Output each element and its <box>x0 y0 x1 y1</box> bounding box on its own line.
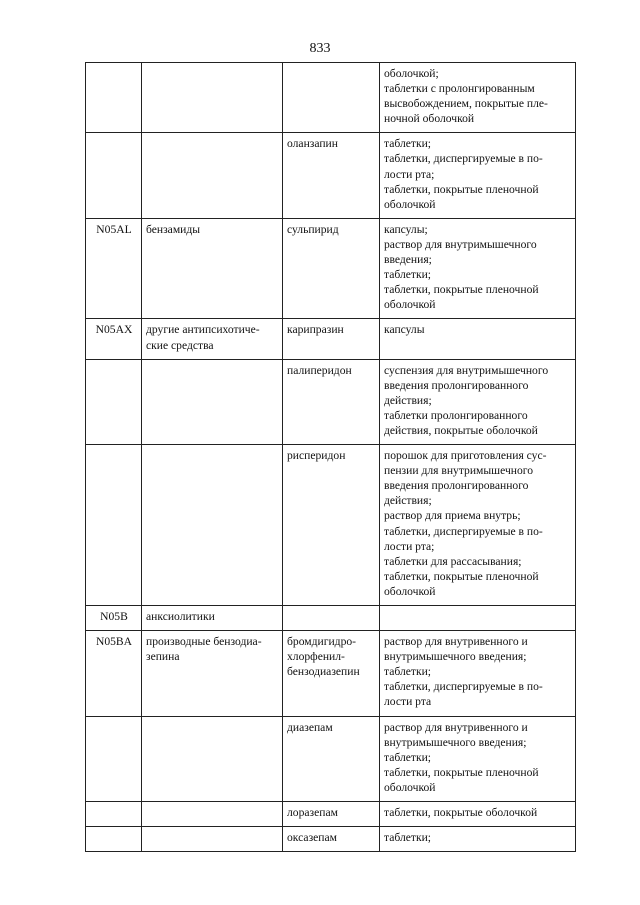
dosage-form-line: таблетки; <box>384 137 432 151</box>
drug-name-cell <box>283 359 380 444</box>
table-row <box>86 606 576 631</box>
dosage-form-line: таблетки; <box>384 665 432 679</box>
drug-name-cell <box>283 445 380 606</box>
group-line: анксиолитики <box>146 610 215 623</box>
group-name-cell <box>142 359 283 444</box>
dosage-form-line: высвобождением, покрытые пле- <box>384 97 548 111</box>
dosage-form-line: таблетки, покрытые пленочной <box>384 182 539 196</box>
dosage-form-line: раствор для внутримышечного <box>384 237 537 251</box>
table-row <box>86 133 576 218</box>
dosage-form-line: порошок для приготовления сус- <box>384 449 547 463</box>
dosage-form-cell <box>380 63 576 133</box>
drug-name-line: лоразепам <box>287 806 338 820</box>
dosage-form-line: таблетки, диспергируемые в по- <box>384 152 543 166</box>
drug-name-line: хлорфенил- <box>287 650 345 664</box>
dosage-form-cell <box>380 827 576 852</box>
dosage-form-line: лости рта; <box>384 167 435 181</box>
drug-name-line: диазепам <box>287 720 333 734</box>
dosage-form-line: оболочкой <box>384 780 436 794</box>
dosage-form-cell <box>380 631 576 716</box>
table-row <box>86 716 576 801</box>
drug-name-cell <box>283 631 380 716</box>
group-name-cell <box>142 445 283 606</box>
drug-name-cell <box>283 802 380 827</box>
dosage-form-line: таблетки, диспергируемые в по- <box>384 680 543 694</box>
dosage-form-line: таблетки для рассасывания; <box>384 554 522 568</box>
dosage-form-line: действия, покрытые оболочкой <box>384 423 538 437</box>
atc-code-cell <box>86 716 142 801</box>
group-name-cell <box>142 631 283 716</box>
drug-name-cell <box>283 827 380 852</box>
table-row <box>86 631 576 716</box>
drug-name-cell <box>283 716 380 801</box>
atc-code-cell: N05B <box>86 606 142 631</box>
atc-code-cell: N05BA <box>86 631 142 716</box>
dosage-form-line: таблетки; <box>384 750 432 764</box>
dosage-form-line: внутримышечного введения; <box>384 735 527 749</box>
dosage-form-line: лости рта <box>384 695 432 709</box>
dosage-form-line: таблетки, покрытые пленочной <box>384 283 539 297</box>
dosage-form-line: оболочкой <box>384 197 436 211</box>
dosage-form-cell <box>380 716 576 801</box>
dosage-form-line: введения пролонгированного <box>384 479 529 493</box>
dosage-form-cell <box>380 319 576 359</box>
atc-code-cell <box>86 63 142 133</box>
atc-code-cell: N05AL <box>86 218 142 319</box>
dosage-form-cell <box>380 359 576 444</box>
table-row <box>86 827 576 852</box>
table-row <box>86 359 576 444</box>
atc-code-cell <box>86 359 142 444</box>
drug-name-cell <box>283 63 380 133</box>
table-row <box>86 218 576 319</box>
group-name-cell <box>142 606 283 631</box>
dosage-form-line: таблетки, покрытые пленочной <box>384 765 539 779</box>
dosage-form-line: таблетки, покрытые пленочной <box>384 569 539 583</box>
dosage-form-line: таблетки, диспергируемые в по- <box>384 524 543 538</box>
drug-table <box>85 62 576 852</box>
group-line: бензамиды <box>146 222 201 236</box>
group-name-cell <box>142 827 283 852</box>
dosage-form-line: таблетки; <box>384 831 432 845</box>
group-name-cell <box>142 133 283 218</box>
drug-name-line: карипразин <box>287 323 344 337</box>
dosage-form-line: оболочкой <box>384 584 436 598</box>
dosage-form-line: таблетки с пролонгированным <box>384 82 535 96</box>
dosage-form-line: таблетки пролонгированного <box>384 408 528 422</box>
table-row <box>86 63 576 133</box>
drug-name-line: сульпирид <box>287 222 339 236</box>
table-row <box>86 445 576 606</box>
dosage-form-line: внутримышечного введения; <box>384 650 527 664</box>
atc-code-cell <box>86 445 142 606</box>
dosage-form-line: раствор для приема внутрь; <box>384 509 521 523</box>
dosage-form-cell <box>380 802 576 827</box>
drug-name-line: рисперидон <box>287 449 346 463</box>
dosage-form-line: таблетки; <box>384 268 432 282</box>
drug-name-line: бромдигидро- <box>287 635 357 649</box>
dosage-form-line: введения; <box>384 253 432 267</box>
drug-name-line: палиперидон <box>287 363 352 377</box>
group-name-cell <box>142 716 283 801</box>
dosage-form-line: действия; <box>384 494 432 508</box>
drug-name-line: оксазепам <box>287 831 337 845</box>
atc-code-cell <box>86 802 142 827</box>
drug-name-line: бензодиазепин <box>287 665 360 679</box>
table-row <box>86 319 576 359</box>
dosage-form-line: капсулы; <box>384 222 428 236</box>
dosage-form-line: таблетки, покрытые оболочкой <box>384 806 538 820</box>
dosage-form-cell <box>380 606 576 631</box>
dosage-form-cell <box>380 218 576 319</box>
drug-name-cell <box>283 133 380 218</box>
group-name-cell <box>142 319 283 359</box>
group-name-cell <box>142 218 283 319</box>
dosage-form-line: оболочкой <box>384 298 436 312</box>
group-name-cell <box>142 63 283 133</box>
dosage-form-cell <box>380 133 576 218</box>
dosage-form-line: ночной оболочкой <box>384 112 475 126</box>
group-line: зепина <box>146 650 180 664</box>
group-line: другие антипсихотиче- <box>146 323 260 337</box>
dosage-form-line: пензии для внутримышечного <box>384 464 534 478</box>
group-line: ские средства <box>146 338 214 352</box>
table-row <box>86 802 576 827</box>
dosage-form-cell <box>380 445 576 606</box>
dosage-form-line: оболочкой; <box>384 67 439 80</box>
atc-code-cell: N05AX <box>86 319 142 359</box>
drug-name-cell <box>283 319 380 359</box>
dosage-form-line: лости рта; <box>384 539 435 553</box>
dosage-form-line: введения пролонгированного <box>384 378 529 392</box>
page-number: 833 <box>309 41 331 56</box>
dosage-form-line: суспензия для внутримышечного <box>384 363 549 377</box>
drug-name-line: оланзапин <box>287 137 338 151</box>
drug-name-cell <box>283 606 380 631</box>
group-line: производные бензодиа- <box>146 635 262 649</box>
dosage-form-line: капсулы <box>384 323 425 337</box>
atc-code-cell <box>86 133 142 218</box>
drug-name-cell <box>283 218 380 319</box>
dosage-form-line: действия; <box>384 393 432 407</box>
atc-code-cell <box>86 827 142 852</box>
dosage-form-line: раствор для внутривенного и <box>384 635 528 649</box>
dosage-form-line: раствор для внутривенного и <box>384 720 528 734</box>
group-name-cell <box>142 802 283 827</box>
